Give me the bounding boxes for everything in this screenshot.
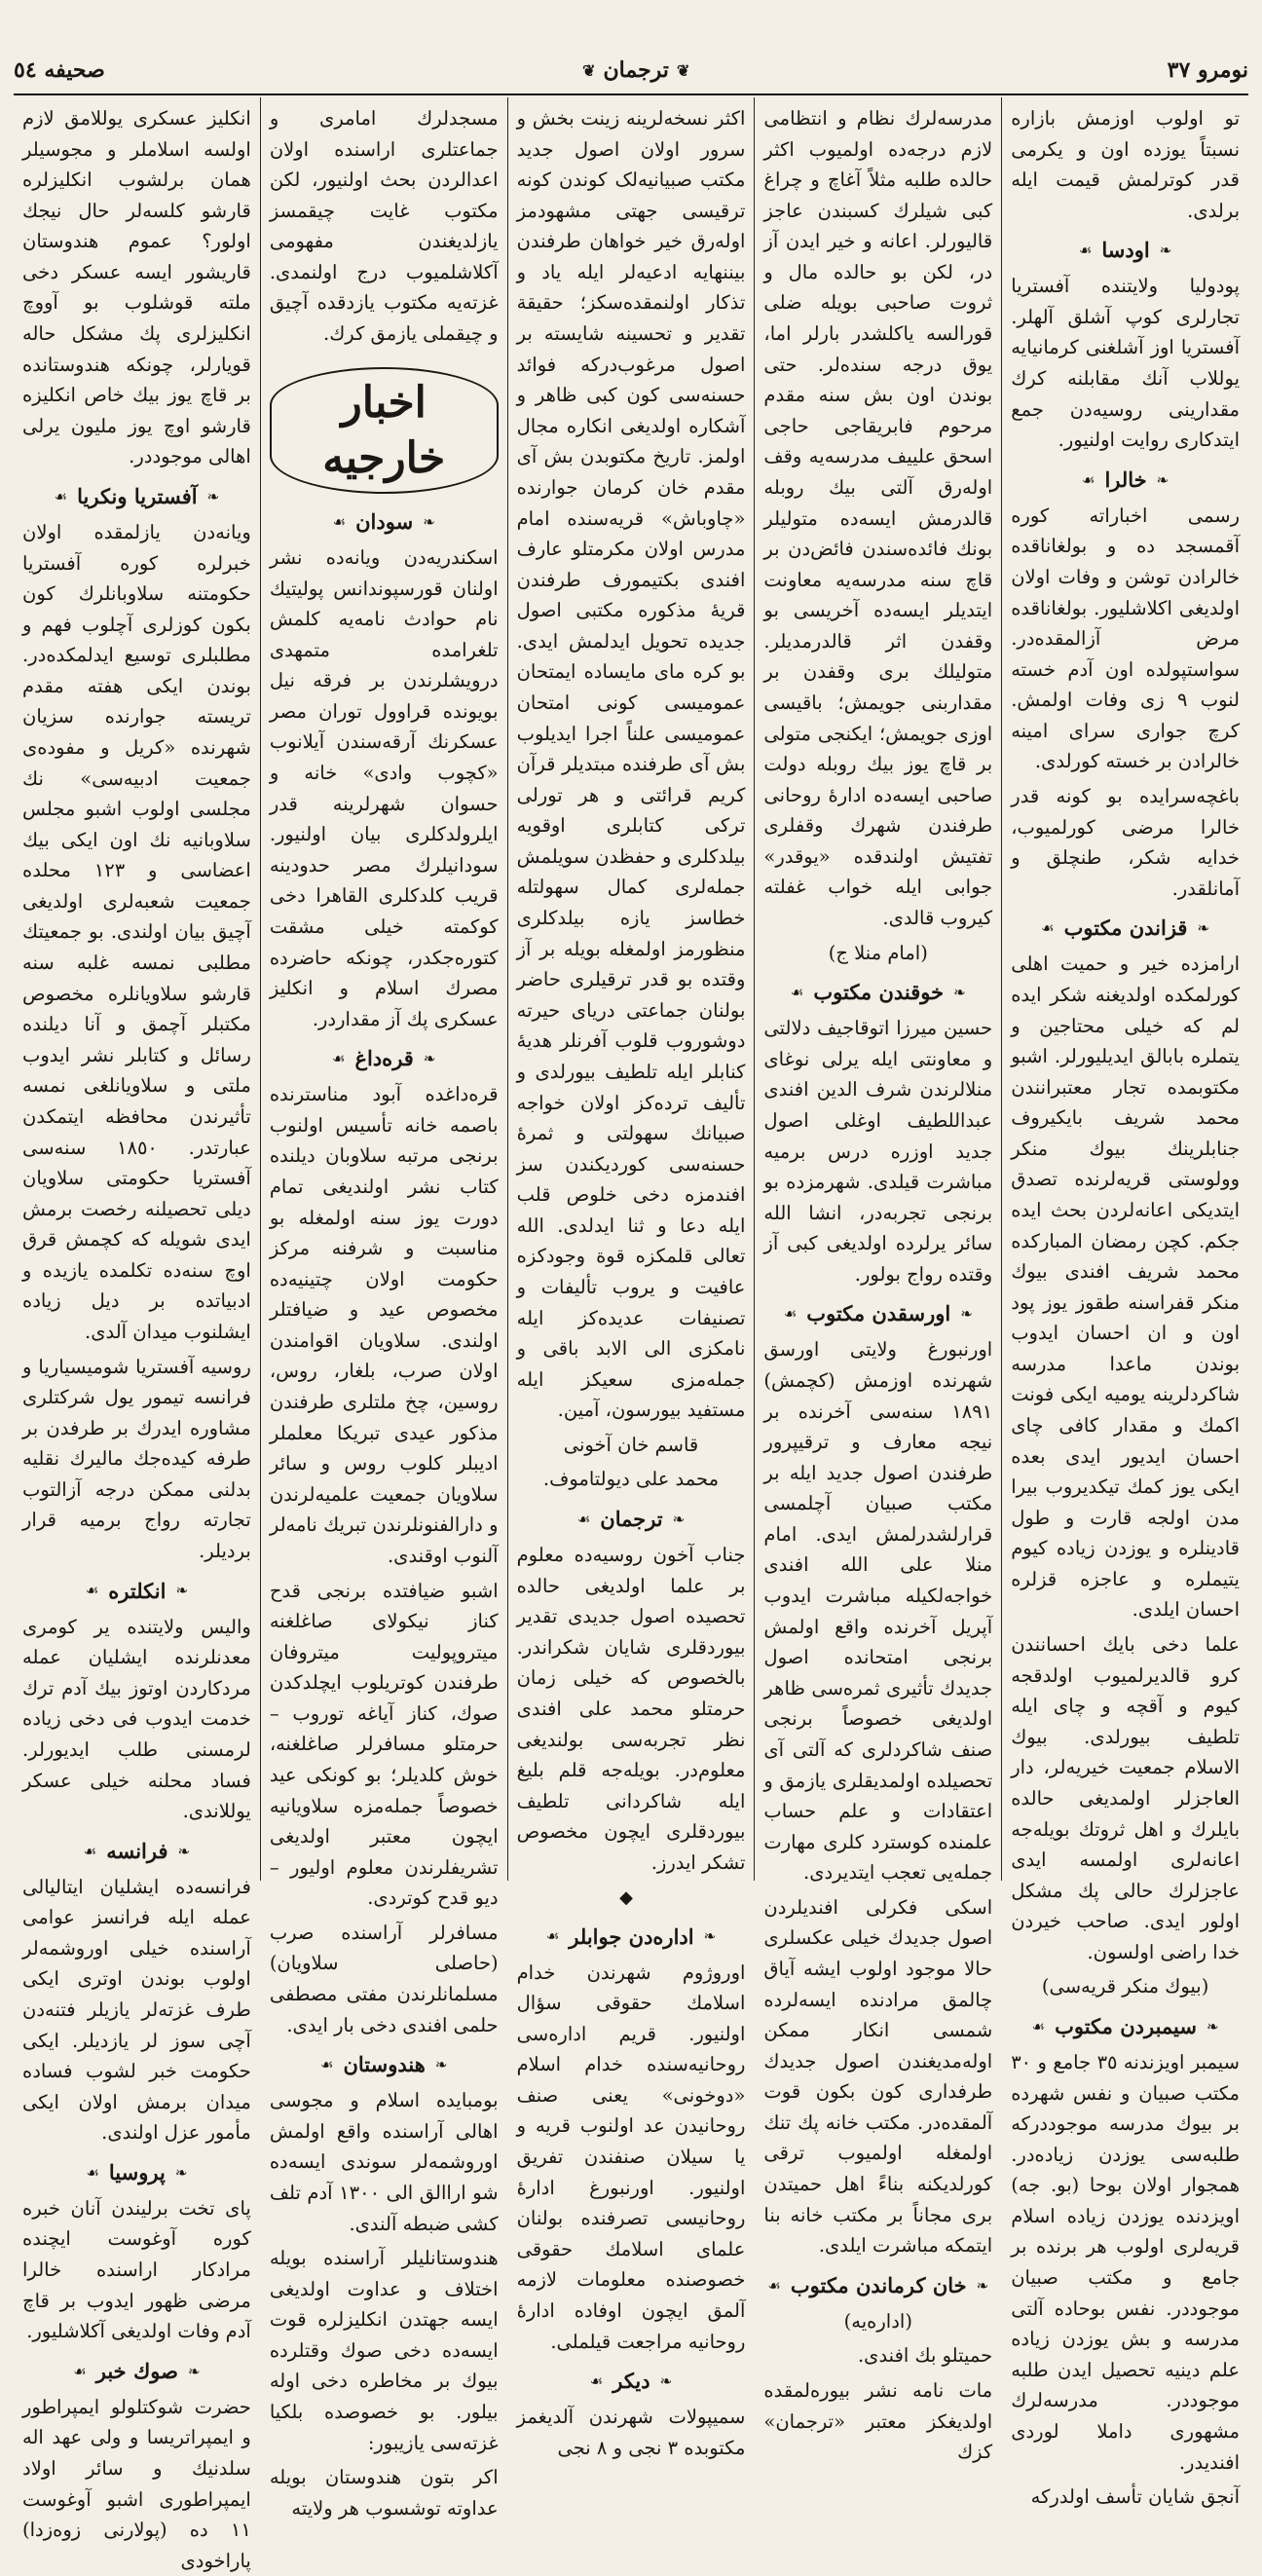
- section-heading-text: پروسیا: [108, 2159, 166, 2184]
- column-3: [507, 97, 755, 2459]
- article-paragraph: مات نامه نشر بیوره‌لمقده اولدیغکز معتبر «ترجمان» کزك: [763, 2378, 993, 2464]
- section-heading-text: اداره‌دن جوابلر: [569, 1923, 694, 1949]
- section-heading: [22, 1575, 251, 1608]
- article-paragraph: تو اولوب اوزمش بازاره نسبتاً یوزده اون و یکرمی قدر کوترلمش قیمت ایله برلدی.: [1011, 107, 1240, 222]
- section-heading-text: سودان: [355, 509, 414, 534]
- section-heading: [1011, 2010, 1240, 2043]
- signature: (بیوك منکر قریه‌سی): [1041, 1975, 1209, 1998]
- ornament-icon: ❧: [960, 1305, 973, 1324]
- ornament-icon: ❧: [174, 2163, 188, 2182]
- section-heading: [270, 2048, 499, 2081]
- section-heading-text: فرانسه: [106, 1838, 168, 1863]
- section-heading: [517, 2365, 746, 2398]
- article-paragraph: ارامزده خیر و حمیت اهلی کورلمکده اولدیغنه شکر ایده لم که خیلی محتاجین و یتملره بابالق ایدیلیورلر. اشبو مکتوبمده تجار معتبرانندن محمد شریف بایکیروف جنابلرینك بیوك منکر وولوستی قریه‌لرنده تصدق ایتدیکی اعانه‌لردن بحث ایده جکم. کچن رمضان المبارکده محمد شریف افندی بیوك منکر قفراسنه طقوز یوز پود اون و ان احسان ایدوب بوندن ماعدا مدرسه شاکردلرینه یومیه ایکی فونت اکمك و مقدار کافی چای احسان ایدیور ایدی بعده ایکی یوز کمك تیکدیروب بیرا مدن اولجه قارت و طول قادینلره و یوزدن زیاده کیوم یتیملره و عاجزه قزلره احسان ایلدی.: [1011, 952, 1240, 1622]
- ornament-icon: ☙: [83, 1842, 97, 1860]
- article-paragraph: اکثر نسخه‌لرینه زینت بخش و سرور اولان اصول جدید مکتب صبیانیه‌لک کوندن کونه ترقیسی جهتی مشهودمز اوله‌رق خیر خواهان طرفندن بیننهایه ادعیه‌لر ایله یاد و تذکار اولنمقده‌سکز؛ حقیقة تقدیر و تحسینه شایسته بر اصول مرغوب‌درکه فوائد حسنه‌سی کون کبی ظاهر و آشکاره اولدیغی انکاره مجال اولمز. تاریخ مکتوبدن بش آی مقدم خان کرمان جوارنده «چاوباش» قریه‌سنده امام مدرس اولان مکرمتلو عارف افندی بکتیمورف طرفندن قریهٔ مذکوره مکتبی اصول جدیده تحویل ایدلمش ایدی. بو کره مای مایساده ایمتحان عمومیسی کونی امتحان عمومیسی علناً اجرا ایدیلوب بش آی طرفنده مبتدیلر قرآن کریم قرائتی و هر تورلی ترکی کتابلری اوقویه بیلدکلری و حفظدن سویلمش جمله‌لری کمال سهولتله خطاسز یازه بیلدکلری منظورمز اولمغله بویله بر آز وقتده بو قدر ترقیلری حاضر بولنان جماعتی دریای حیرته دوشوروب قلوب آفرنلر هدیهٔ کنابلر ایله تلطیف بیورلدی و تألیف ترده‌کز اولان خواجه صبیانك سهولتی و ثمرهٔ حسنه‌سی کوردیکندن سز افندمزه دخی خلوص قلب ایله دعا و ثنا ایدلدی. الله تعالی قلمکزه قوة وجودکزه عافیت و یروب تألیفات و تصنیفات عدیده‌کز ایله نامکزی الی الابد باقی و جمله‌مزی سعیکز ایله مستفید بیورسون، آمین.: [516, 107, 746, 1422]
- ornament-icon: ☙: [1041, 919, 1055, 938]
- ornament-icon: ❧: [672, 1510, 686, 1528]
- page-label: صحیفه ٥٤: [14, 57, 105, 83]
- issue-number: نومرو ٣٧: [1167, 57, 1248, 83]
- article-paragraph: رسمی اخباراته کوره آقمسجد ده و بولغاناقده خالرادن توشن و وفات اولان اولدیغی اکلاشلیور. بولغاناقده مرض آزالمقده‌در. سواستپولده اون آدم خسته لنوب ٩ زی وفات اولمش. کرچ جواری سرای امینه خالرادن بر خسته کورلدی.: [1011, 504, 1240, 773]
- section-heading-text: اودسا: [1101, 238, 1150, 263]
- paper-name: ترجمان: [603, 57, 669, 83]
- ornament-icon: ❧: [187, 2362, 201, 2380]
- ornament-icon: ☙: [589, 2371, 604, 2390]
- column-4: [260, 97, 507, 2520]
- article-paragraph: بومبایده اسلام و مجوسی اهالی آراسنده واقع اولمش اوروشمه‌لر سوندی ایسه‌ده شو اراالق الی ١٣٠٠ آدم تلف کشی ضبطه آلندی.: [269, 2089, 499, 2235]
- article-paragraph: مدرسه‌لرك نظام و انتظامی لازم درجه‌ده اولمیوب اکثر حالده طلبه مثلاً آغاچ و چراغ کبی شیلرك کسبندن عاجز قالیورلر. اعانه و خیر ایدن آز در، لکن بو حالده مال و ثروت صاحبی بویله ضلی قورالسه یاکلشدر بارلر اما، یوق درجه سنده‌لر. حتی بوندن اون بش سنه مقدم مرحوم فابریقاجی حاجی اسحق علییف مدرسه‌یه وقف اوله‌رق آلتی بیك روبله قالدرمش ایسه‌ده متولیلر بونك فائده‌سندن فائض‌دن بر قاچ سنه مدرسه‌یه معاونت ایتدیلر ایسه‌ده آخریسی بو وقفدن اثر قالدرمدیلر. متولیلك بری وقفدن بر مقداربنی جویمش؛ باقیسی اوزی جویمش؛ ایکنجی متولی بر قاچ یوز بیك روبله دولت صاحبی ایسه‌ده ادارهٔ روحانی طرفندن شهرك وقفلری تفتیش اولندقده «یوقدر» جوابی ایله خواب غفلته کیروب قالدی.: [763, 107, 993, 930]
- ornament-icon: ☙: [783, 1305, 798, 1324]
- ornament-icon: ❧: [703, 1927, 717, 1946]
- section-heading-text: انکلتره: [108, 1578, 167, 1603]
- ornament-icon: ☙: [1031, 2017, 1046, 2035]
- ornament-icon: ☙: [320, 2056, 334, 2074]
- masthead: [14, 51, 1248, 90]
- article-paragraph: قره‌داغده آبود مناسترنده باصمه خانه تأسیس اولنوب برنجی مرتبه سلاوبان دیلنده کتاب نشر اولندیغی تمام دورت یوز سنه اولمغله بو مناسبت و شرفنه مرکز حکومت اولان چتینیه‌ده مخصوص عید و ضیافتلر اولندی. سلاویان اقوامندن اولان صرب، بلغار، روس، روسین، چخ ملتلری طرفندن مذکور عیدی تبریکا معلملر ادیبلر کلوب روس و سائر سلاویان جمعیت علمیه‌لرندن و دارالفنونلرندن تبریك نامه‌لر آلنوب اوقندی.: [269, 1083, 499, 1567]
- section-heading-text: صوك خبر: [95, 2358, 178, 2383]
- ornament-icon: ☙: [332, 1050, 346, 1068]
- section-heading-text: اورسقدن مکتوب: [806, 1301, 951, 1326]
- section-heading-text: هندوستان: [343, 2052, 426, 2077]
- ornament-icon: ❧: [953, 984, 966, 1002]
- article-paragraph: والیس ولایتنده یر کومری معدنلرنده ایشلیان عمله مردکاردن اوتوز بیك آدم ترك خدمت ایدوب فی دخی زیاده لرمسنی طلب ایدیورلر. فساد محلنه خیلی عسکر یوللاندی.: [22, 1615, 251, 1823]
- article-paragraph: اسکی فکرلی افندیلردن اصول جدیدك خیلی عکسلری حالا موجود اولوب ایشه آیاق چالمق مرادنده ایسه‌لرده شمسی انکار ممکن اوله‌مدیغندن اصول جدیدك طرفداری کون بکون قوت آلمقده‌در. مکتب خانه پك تنك اولمغله اولمیوب ترقی کورلدیکنه بناءً اهل حمیتدن بری مجاناً بر مکتب خانه بنا ایتمکه مباشرت ایلدی.: [763, 1895, 993, 2258]
- section-heading: [763, 1297, 992, 1330]
- ornament-icon: ☙: [86, 2163, 99, 2182]
- ornament-icon: ☙: [1081, 470, 1095, 489]
- ornament-icon: ☙: [576, 1510, 591, 1528]
- article-paragraph: حضرت شوکتلولو ایمپراطور و ایمپراتریسا و ولی عهد اله سلدنیك و سائر اولاد ایمپراطوری اشبو آوغوست ١١ ده (پولارنی زوه‌زدا) پاراخودی: [22, 2395, 251, 2572]
- signature: محمد علی دیولتاموف.: [542, 1468, 720, 1491]
- columns: [14, 97, 1248, 2572]
- article-paragraph: فرانسه‌ده ایشلیان ایتالیالی عمله ایله فرانسز عوامی آراسنده خیلی اوروشمه‌لر اولوب بوندن اوتری ایکی طرف غزته‌لر یازیلر فتنه‌دن آچی سوز لر یازدیلر. ایکی حکومت خبر لشوب فساده میدان برمش اولان ایکی مأمور عزل اولندی.: [22, 1875, 251, 2145]
- ornament-icon: ❧: [206, 487, 220, 505]
- section-heading: [1011, 234, 1240, 267]
- article-paragraph: انکلیز عسکری یوللامق لازم اولسه اسلاملر و مجوسیلر همان برلشوب انکلیزلره قارشو کلسه‌لر حال نیجك اولور؟ عموم هندوستان قاریشور ایسه عسکر دخی ملته قوشلوب بو آووچ انکلیزلری پك مشکل حاله قویارلر، چونکه هندوستانده بر قاچ یوز بیك خاص انکلیزه قارشو اوچ یوز ملیون یرلی اهالی موجوددر.: [22, 107, 251, 468]
- article-paragraph: اسکندریه‌دن ویانه‌ده نشر اولنان قورسپوندانس پولیتیك نام حوادث نامه‌یه کلمش تلغرامده متمهدی درویشلرندن بر فرقه نیل بویونده قراوول توران مصر عسکرنك آرقه‌سندن آیلانوب «کچوب وادی» خانه و حسوان شهرلرینه قدر ایلرولدکلری بیان اولنیور. سودانیلرك مصر حدودینه قریب کلدکلری القاهرا دخی کوکمته خیلی مشقت کتوره‌جکدر، چونکه حاضرده مصرك اسلام و انکلیز عسکری پك آز مقداردر.: [269, 546, 499, 1030]
- ornament-icon: ❧: [423, 512, 435, 531]
- ornament-icon: ❧: [976, 2276, 989, 2295]
- article-paragraph: روسیه آفستریا شومیسیاریا و فرانسه تیمور یول شرکتلری مشاوره ایدرك بر طرفدن بر طرفه کیده‌جك مالیرك نقلیه بدلنی ممکن درجه آزالتوب تجارته رواج برمیه قرار بردیلر.: [22, 1355, 251, 1563]
- article-paragraph: مسجدلرك امامری و جماعتلری اراسنده اولان اعدالردن بحث اولنیور، لکن مکتوب غایت چیقمسز یازلدیغندن مفهومی آکلاشلمیوب درج اولنمدی. غزته‌یه مکتوب یازدقده آچیق و چیقملی یازمق کرك.: [269, 107, 499, 346]
- column-2: [754, 97, 1001, 2464]
- ornament-icon: ☙: [1078, 242, 1093, 260]
- ornament-icon: ☙: [332, 512, 347, 531]
- ornament-icon: ❧: [1156, 470, 1169, 489]
- signature: قاسم خان آخونی: [563, 1433, 699, 1456]
- section-heading: [1011, 912, 1240, 945]
- section-heading: [1011, 464, 1240, 497]
- section-heading-text: قزاندن مکتوب: [1063, 915, 1188, 941]
- article-paragraph: جناب آخون روسیه‌ده معلوم بر علما اولدیغی حالده تحصیده اصول جدیدی تقدیر بیوردقلری شایان شکراندر. بالخصوص که خیلی زمان حرمتلو محمد علی افندی نظر تجربه‌سی بولندیغی معلوم‌در. بویله‌جه قلم بلیغ ایله شاکردانی تلطیف بیوردقلری ایچون مخصوص تشکر ایدرز.: [516, 1544, 746, 1874]
- ornament-icon: ❧: [1206, 2017, 1219, 2035]
- ornament-icon: ☙: [73, 2362, 87, 2380]
- signature: (امام منلا ج): [828, 941, 928, 964]
- section-title-foreign-news: اخبار خارجیه: [270, 367, 499, 494]
- section-heading-text: خان کرماندن مکتوب: [790, 2272, 967, 2297]
- section-heading: [22, 480, 251, 513]
- section-heading: [270, 505, 499, 539]
- column-5: [14, 97, 260, 2572]
- article-paragraph: اشبو ضیافتده برنجی قدح کناز نیکولای صاغلغنه میتروپولیت میتروفان طرفندن کوتریلوب ایچلدکدن صوك، کناز آیاغه توروب – حرمتلو مسافرلر صاغلغنه، خوش کلدیلر؛ بو کونکی عید خصوصاً جمله‌مزه سلاویانیه ایچون معتبر اولدیغی تشریفلرندن معلوم اولیور – دیو قدح کوتردی.: [269, 1579, 499, 1910]
- article-paragraph: هندوستانلیلر آراسنده بویله اختلاف و عداوت اولدیغی ایسه جهتدن انکلیزلره قوت ایسه‌ده دخی صوك وقتلرده بیوك بر مخاطره دخی اوله بیلور. بو خصوصده بلکیا غزته‌سی یازیبور:: [269, 2247, 499, 2454]
- ornament-icon: ☙: [85, 1582, 99, 1600]
- section-heading: [270, 1042, 499, 1075]
- article-paragraph: آنجق شایان تأسف اولدرکه: [1030, 2485, 1240, 2509]
- article-paragraph: اوروژوم شهرندن خدام اسلامك حقوقی سؤال اولنیور. قریم اداره‌سی روحانیه‌سنده خدام اسلام «دوخونی» یعنی صنف روحانیدن عد اولنوب قریه و یا سیلان صنفندن تفریق اولنیور. اورنبورغ ادارهٔ روحانیسی تصرفنده بولنان علمای اسلامك حقوقی خصوصنده معلومات لازمه آلمق ایچون اوفاده ادارهٔ روحانیه مراجعت قیلملی.: [516, 1960, 746, 2353]
- section-heading: [763, 2269, 992, 2302]
- ornament-icon: ❧: [177, 1842, 191, 1860]
- article-paragraph: علما دخی بایك احسانندن کرو قالدیرلمیوب اولدقجه کیوم و آقچه و چای ایله تلطیف بیورلدی. بیوك الاسلام جمعیت خیریه‌لر، دار العاجزلر اولمدیغی حالده بایلرك و اهل ثروتك بویله‌جه اعانه‌لری اولمسه ایدی عاجزلرك حالی پك مشکل اولور ایدی. صاحب خیردن خدا راضی اولسون.: [1011, 1633, 1240, 1963]
- article-paragraph: اکر بتون هندوستان بویله عداوته توشسوب هر ولایته: [269, 2466, 499, 2520]
- article-paragraph: حسین میرزا اتوقاجیف دلالتی و معاونتی ایله یرلی نوغای منلالرندن شرف الدین افندی عبداللطیف اوغلی اصول جدید اوزره درس برمیه مباشرت قیلدی. شهرمزده بو برنجی تجربه‌در، انشا الله سائر یرلرده اولدیغی کبی آز وقتده رواج بولور.: [763, 1017, 993, 1286]
- ornament-icon: ❦: [676, 60, 690, 80]
- article-paragraph: اورنبورغ ولایتی اورسق شهرنده اوزمش (کچمش) ١٨٩١ سنه‌سی آخرنده بر نیجه معارف و ترقیپرور طرفندن اصول جدید ایله بر مکتب صبیان آچلمسی قرارلشدرلمش ایدی. امام منلا علی الله افندی خواجه‌لکیله مباشرت ایدوب آپریل آخرنده واقع اولمش برنجی امتحانده اصول جدیدك تأثیری ثمره‌سی ظاهر اولدیغی خصوصاً برنجی صنف شاکردلری که آلتی آی تحصیلده اولمدیقلری یازمق و اعتقادات و علم حساب علمنده کوسترد کلری مهارت جمله‌یی تعجب ایتدیردی.: [763, 1338, 993, 1885]
- ornament-icon: ☙: [767, 2276, 781, 2295]
- section-heading: [22, 1835, 251, 1868]
- article-paragraph: ویانه‌دن یازلمقده اولان خبرلره کوره آفستریا حکومتنه سلاوبانلرك کون بکون کوزلری آچلوب فهم و مطلبلری توسیع ایدلمکده‌در. بوندن ایکی هفته مقدم تریسته جوارنده سزیان شهرنده «کریل و مفوده‌ی جمعیت ادبیه‌سی» نك مجلسی اولوب اشبو مجلس سلاوبانیه نك اون ایکی بیك اعضاسی و ١٢٣ محلده جمعیت شعبه‌لری اولدیغی آچیق بیان اولندی. بو جمعیتك مطلبی نمسه غلبه سنه قارشو سلاویانلره مخصوص مکتبلر آچمق و آنا دیلنده رسائل و کتابلر نشر ایدوب ملتی و سلاویانلغی نمسه تأثیرندن محافظه ایتمکدن عبارتدر. ١٨٥٠ سنه‌سی آفستریا حکومتی سلاویان دیلی تحصیلنه رخصت برمش ایدی شویله که کچمش قرق اوچ سنه‌ده تکلمده یازیده و ادبیاتده بر دیل زیاده ایشلنوب میدان آلدی.: [22, 520, 251, 1343]
- section-heading-text: خالرا: [1104, 467, 1147, 492]
- section-heading-text: قره‌داغ: [354, 1046, 414, 1071]
- article-paragraph: پودولیا ولایتنده آفستریا تجارلری کوپ آشلق آلهلر. آفستریا اوز آشلغنی کرمانیایه یوللاب آنك مقابلنه کرك مقدارینی روسیه‌دن جمع ایتدکاری روایت اولنیور.: [1011, 275, 1240, 452]
- article-paragraph: حمیتلو بك افندی.: [857, 2344, 993, 2368]
- ornament-icon: ❧: [434, 2056, 448, 2074]
- article-paragraph: باغچه‌سرایده بو کونه قدر خالرا مرضی کورلمیوب، خدایه شکر، طنچلق و آمانلقدر.: [1011, 785, 1240, 900]
- section-heading: [517, 1503, 746, 1536]
- section-heading: [517, 1921, 746, 1954]
- ornament-icon: ☙: [545, 1927, 560, 1946]
- ornament-icon: ❧: [1159, 242, 1172, 260]
- section-heading: [763, 976, 992, 1009]
- column-1: [1001, 97, 1248, 2509]
- section-heading-text: خوقندن مکتوب: [813, 980, 945, 1005]
- section-heading: [22, 2355, 251, 2388]
- ornament-icon: ❧: [1197, 919, 1210, 938]
- article-paragraph: مسافرلر آراسنده صرب (حاصلی سلاویان) مسلمانلرندن مفتی مصطفی حلمی افندی دخی بار ایدی.: [269, 1921, 499, 2036]
- ornament-icon: ☙: [790, 984, 804, 1002]
- signature: (اداره‌یه): [843, 2309, 912, 2333]
- section-heading-text: دیکر: [612, 2369, 650, 2394]
- section-heading-text: ترجمان: [600, 1507, 663, 1532]
- section-heading-text: آفستریا ونکریا: [77, 483, 198, 508]
- section-heading-text: سیمبردن مکتوب: [1055, 2014, 1197, 2038]
- ornament-icon: ❦: [582, 60, 596, 80]
- ornament-icon: ❧: [659, 2371, 673, 2390]
- article-paragraph: پای تخت برلیندن آنان خبره کوره آوغوست ایچنده مرادکار اراسنده خالرا مرضی ظهور ایدوب بر قاچ آدم وفات اولدیغی آکلاشلیور.: [22, 2196, 251, 2343]
- article-paragraph: سمیپولات شهرندن آلدیغمز مکتوبده ٣ نجی و ٨ نجی: [516, 2406, 746, 2459]
- ornament-icon: ☙: [54, 487, 68, 505]
- masthead-rule: [14, 93, 1248, 95]
- paper-name-block: [582, 57, 689, 83]
- article-paragraph: سیمبر اویزندنه ٣٥ جامع و ٣٠ مکتب صبیان و نفس شهرده بر بیوك مدرسه موجوددرکه طلبه‌سی یوزدن زیاده‌در. همجوار اولان بوحا (بو. جه) اویزدنده یوزدن زیاده اسلام قریه‌لری اولوب هر برنده بر جامع و مکتب صبیان موجوددر. نفس بوحاده آلتی مدرسه و بش یوزدن زیاده علم دینیه تحصیل ایدن طلبه موجوددر. مدرسه‌لرك مشهوری داملا لوردی افندیدر.: [1011, 2051, 1240, 2474]
- ornament-icon: ❧: [423, 1050, 436, 1068]
- section-heading: [22, 2156, 251, 2189]
- separator-ornament: ◆: [619, 1887, 643, 1909]
- ornament-icon: ❧: [175, 1582, 189, 1600]
